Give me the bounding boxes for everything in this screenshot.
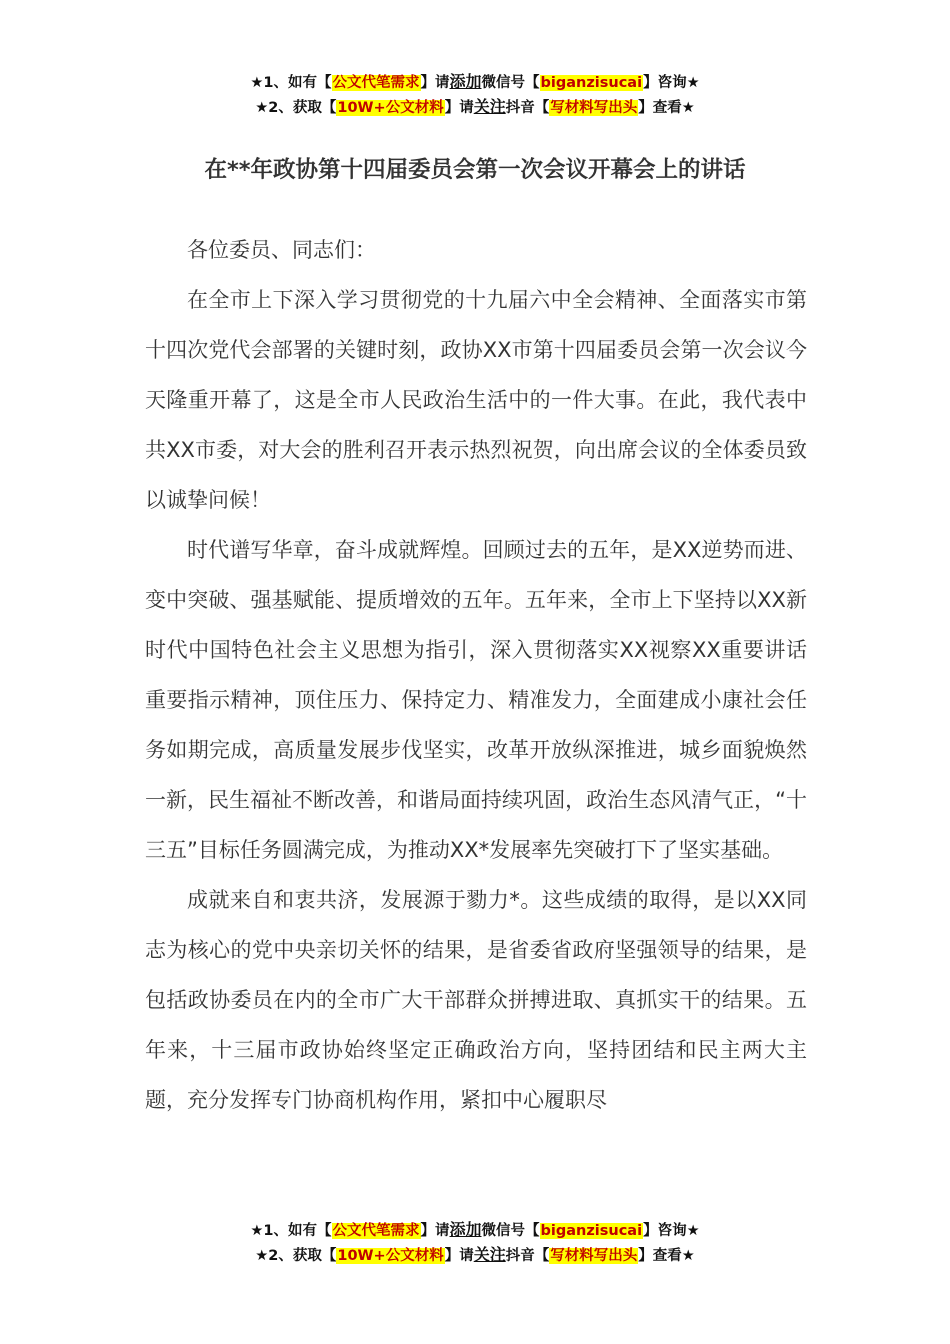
banner-text: ★1、如有【 — [250, 75, 332, 91]
banner-text: 】请 — [444, 100, 474, 116]
document-body — [145, 225, 807, 1125]
banner-text: ★1、如有【 — [250, 1223, 332, 1239]
banner-highlight: 公文代笔需求 — [332, 75, 420, 91]
banner-highlight: 10W+公文材料 — [337, 1248, 444, 1264]
banner-highlight: 10W+公文材料 — [337, 100, 444, 116]
banner-line-2 — [0, 1243, 950, 1268]
banner-text: 抖音【 — [505, 1248, 550, 1264]
banner-text: 】查看★ — [638, 100, 695, 116]
body-paragraph: 时代谱写华章，奋斗成就辉煌。回顾过去的五年，是XX逆势而进、变中突破、强基赋能、提质增效的五年。五年来，全市上下坚持以XX新时代中国特色社会主义思想为指引，深入贯彻落实XX视察XX重要讲话重要指示精神，顶住压力、保持定力、精准发力，全面建成小康社会任务如期完成，高质量发展步伐坚实，改革开放纵深推进，城乡面貌焕然一新，民生福祉不断改善，和谐局面持续巩固，政治生态风清气正，“十三五”目标任务圆满完成，为推动XX*发展率先突破打下了坚实基础。 — [145, 538, 807, 862]
body-paragraph: 成就来自和衷共济，发展源于勠力*。这些成绩的取得，是以XX同志为核心的党中央亲切关怀的结果，是省委省政府坚强领导的结果，是包括政协委员在内的全市广大干部群众拼搏进取、真抓实干的结果。五年来，十三届市政协始终坚定正确政治方向，坚持团结和民主两大主题，充分发挥专门协商机构作用，紧扣中心履职尽 — [145, 888, 807, 1112]
banner-text: 微信号【 — [481, 75, 540, 91]
banner-text: 】请 — [444, 1248, 474, 1264]
banner-text: ★2、获取【 — [255, 100, 337, 116]
banner-emphasis: 关注 — [473, 1245, 506, 1264]
salutation: 各位委员、同志们： — [187, 238, 376, 262]
body-paragraph: 在全市上下深入学习贯彻党的十九届六中全会精神、全面落实市第十四次党代会部署的关键时刻，政协XX市第十四届委员会第一次会议今天隆重开幕了，这是全市人民政治生活中的一件大事。在此，我代表中共XX市委，对大会的胜利召开表示热烈祝贺，向出席会议的全体委员致以诚挚问候！ — [145, 288, 807, 512]
banner-line-2 — [0, 95, 950, 120]
banner-text: 】咨询★ — [643, 75, 700, 91]
banner-emphasis: 关注 — [473, 97, 506, 116]
footer-banner — [0, 1218, 950, 1268]
banner-text: 抖音【 — [505, 100, 550, 116]
banner-highlight: biganzisucai — [540, 75, 643, 91]
banner-highlight: biganzisucai — [540, 1223, 643, 1239]
banner-highlight: 公文代笔需求 — [332, 1223, 420, 1239]
banner-highlight: 写材料写出头 — [550, 1248, 638, 1264]
banner-text: 】咨询★ — [643, 1223, 700, 1239]
banner-text: ★2、获取【 — [255, 1248, 337, 1264]
banner-text: 】查看★ — [638, 1248, 695, 1264]
document-title: 在**年政协第十四届委员会第一次会议开幕会上的讲话 — [204, 157, 746, 183]
banner-line-1 — [0, 70, 950, 95]
header-banner — [0, 70, 950, 120]
banner-emphasis: 添加 — [449, 1220, 482, 1239]
banner-text: 】请 — [420, 1223, 450, 1239]
banner-highlight: 写材料写出头 — [550, 100, 638, 116]
banner-text: 】请 — [420, 75, 450, 91]
banner-text: 微信号【 — [481, 1223, 540, 1239]
banner-line-1 — [0, 1218, 950, 1243]
banner-emphasis: 添加 — [449, 72, 482, 91]
